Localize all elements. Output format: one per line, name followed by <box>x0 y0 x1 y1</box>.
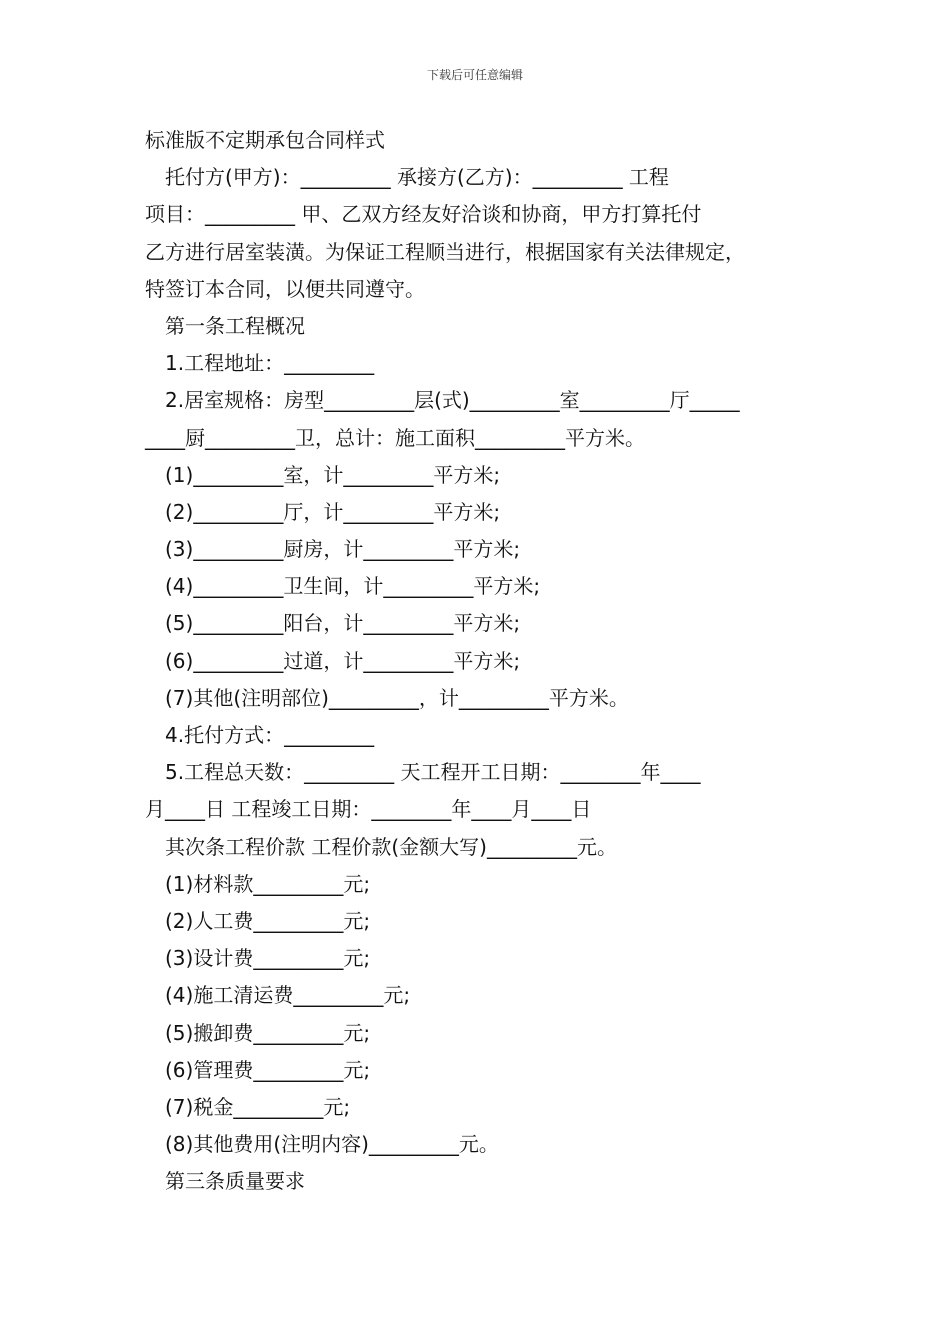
text-line: (2)人工费_________元; <box>165 908 371 933</box>
text-line: 2.居室规格：房型_________层(式)_________室_________厅_____ <box>165 388 740 413</box>
text-line: 第三条质量要求 <box>165 1169 305 1194</box>
text-line: 托付方(甲方)：_________ 承接方(乙方)：_________ 工程 <box>165 165 669 190</box>
text-line: (4)_________卫生间，计_________平方米; <box>165 574 541 599</box>
text-line: (6)_________过道，计_________平方米; <box>165 648 521 673</box>
text-line: 4.托付方式：_________ <box>165 723 375 747</box>
text-line: (5)搬卸费_________元; <box>165 1020 371 1045</box>
text-line: 第一条工程概况 <box>165 313 305 338</box>
text-line: 乙方进行居室装潢。为保证工程顺当进行，根据国家有关法律规定， <box>145 239 745 264</box>
text-line: (6)管理费_________元; <box>165 1057 371 1082</box>
text-line: (1)_________室，计_________平方米; <box>165 462 501 487</box>
page-header: 下载后可任意编辑 <box>426 68 523 82</box>
text-line: (7)其他(注明部位)_________，计_________平方米。 <box>165 685 629 710</box>
text-line: (2)_________厅，计_________平方米; <box>165 499 501 524</box>
text-line: (7)税金_________元; <box>165 1094 351 1119</box>
text-line: (5)_________阳台，计_________平方米; <box>165 611 521 636</box>
text-line: 特签订本合同，以便共同遵守。 <box>145 276 425 301</box>
text-line: 标准版不定期承包合同样式 <box>145 128 385 152</box>
text-line: (3)_________厨房，计_________平方米; <box>165 537 521 562</box>
text-line: 1.工程地址：_________ <box>165 351 375 376</box>
text-line: (1)材料款_________元; <box>165 871 371 896</box>
text-line: 项目：_________ 甲、乙双方经友好洽谈和协商，甲方打算托付 <box>145 202 702 227</box>
text-line: (3)设计费_________元; <box>165 946 371 971</box>
text-line: ____厨_________卫，总计：施工面积_________平方米。 <box>145 425 645 450</box>
text-line: 5.工程总天数：_________ 天工程开工日期：________年____ <box>165 760 701 785</box>
text-line: 月____日 工程竣工日期：________年____月____日 <box>145 797 592 822</box>
text-line: (4)施工清运费_________元; <box>165 983 411 1008</box>
text-line: 其次条工程价款 工程价款(金额大写)_________元。 <box>165 834 617 859</box>
text-line: (8)其他费用(注明内容)_________元。 <box>165 1132 499 1157</box>
document-body <box>145 122 830 1200</box>
